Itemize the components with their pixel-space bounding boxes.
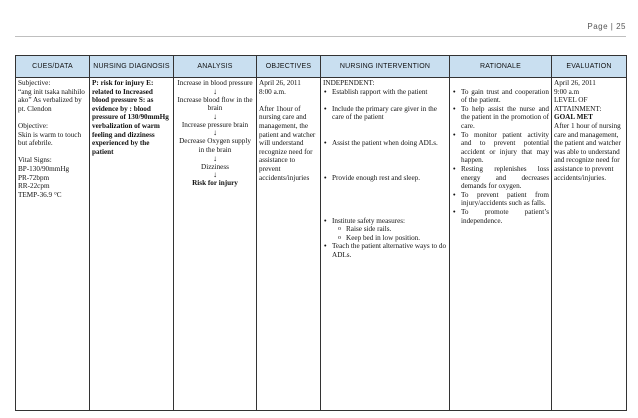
rationale-item-1: To gain trust and cooperation of the patient. — [461, 87, 549, 105]
vital-bp: BP-130/90mmHg — [18, 164, 70, 173]
column-header-cues: CUES/DATA — [16, 56, 90, 78]
list-item — [332, 139, 447, 148]
rationale-item-2: To help assist the nurse and the patient in the promotion of care. — [461, 104, 549, 130]
list-item — [461, 208, 549, 225]
list-item — [461, 191, 549, 208]
evaluation-goal: GOAL MET — [554, 113, 593, 122]
intervention-item-1: Establish rapport with the patient — [332, 87, 428, 96]
analysis-cell — [174, 78, 257, 411]
list-item — [461, 165, 549, 191]
intervention-label: INDEPENDENT: — [323, 79, 375, 87]
list-item — [461, 88, 549, 105]
diagnosis-cell — [90, 78, 174, 411]
list-item — [332, 242, 447, 259]
cues-subjective-text: “ang init tsaka nahihilo ako” As verbalized by pt. Clendon — [18, 87, 85, 113]
down-arrow-icon: ↓ — [213, 111, 217, 121]
page-number — [587, 22, 626, 31]
column-header-diagnosis: NURSING DIAGNOSIS — [90, 56, 174, 78]
intervention-cell — [321, 78, 450, 411]
rationale-item-4: Resting replenishes loss energy and decreases demands for oxygen. — [461, 164, 549, 191]
down-arrow-icon: ↓ — [213, 170, 217, 180]
list-item — [332, 105, 447, 122]
rationale-item-5: To prevent patient from injury/accidents such as falls. — [461, 190, 549, 208]
objectives-date: April 26, 2011 — [259, 79, 301, 87]
rationale-item-6: To promote patient’s independence. — [461, 207, 549, 225]
analysis-step-4: Decrease Oxygen supply in the brain — [179, 137, 251, 154]
table-row — [16, 78, 627, 411]
list-item — [346, 225, 447, 234]
objectives-time: 8:00 a.m. — [259, 87, 286, 96]
column-header-rationale: RATIONALE — [450, 56, 552, 78]
list-item — [346, 234, 447, 243]
list-item — [332, 174, 447, 183]
analysis-step-3: Increase pressure brain — [181, 120, 249, 129]
down-arrow-icon: ↓ — [213, 86, 217, 96]
cues-cell — [16, 78, 90, 411]
list-item — [461, 105, 549, 131]
objectives-cell — [257, 78, 321, 411]
vital-temp: TEMP-36.9 °C — [18, 190, 62, 199]
header-row — [16, 56, 627, 78]
vital-pr: PR-72bpm — [18, 173, 50, 182]
list-item — [332, 217, 447, 243]
vital-signs-label: Vital Signs: — [18, 156, 52, 165]
rationale-cell — [450, 78, 552, 411]
intervention-item-3: Assist the patient when doing ADLs. — [332, 139, 438, 148]
diagnosis-text: P: risk for injury E: related to Increased blood pressure S: as evidence by : blood pressure of 130/90mmHg verbalization of warm feeling and dizziness experienced by the patient — [92, 79, 169, 156]
cues-objective-label: Objective: — [18, 121, 48, 130]
analysis-step-5: Dizziness — [201, 162, 229, 171]
intervention-item-5: Institute safety measures: — [332, 216, 406, 225]
header-rule — [15, 36, 626, 37]
evaluation-date: April 26, 2011 — [554, 79, 596, 87]
analysis-step-1: Increase in blood pressure — [177, 79, 253, 87]
column-header-analysis: ANALYSIS — [174, 56, 257, 78]
evaluation-cell — [552, 78, 627, 411]
intervention-subitem-a: Raise side rails. — [346, 225, 392, 234]
nursing-care-plan-table — [15, 55, 627, 411]
evaluation-level: LEVEL OF ATTAINMENT: — [554, 96, 602, 113]
vital-rr: RR-22cpm — [18, 182, 50, 191]
down-arrow-icon: ↓ — [213, 128, 217, 138]
analysis-step-6: Risk for injury — [192, 179, 238, 188]
cues-objective-text: Skin is warm to touch but afebrile. — [18, 130, 82, 148]
cues-subjective-label: Subjective: — [18, 79, 51, 87]
list-item — [461, 131, 549, 165]
page-number-text: Page | 25 — [587, 22, 626, 31]
column-header-intervention: NURSING INTERVENTION — [321, 56, 450, 78]
objectives-text: After 1hour of nursing care and management, the patient and watcher will understand recognize need for assistance to prevent accidents/injuries — [259, 104, 316, 182]
down-arrow-icon: ↓ — [213, 153, 217, 163]
evaluation-time: 9:00 a.m — [554, 87, 580, 96]
analysis-step-2: Increase blood flow in the brain — [177, 95, 253, 113]
intervention-item-6: Teach the patient alternative ways to do ADLs. — [332, 242, 447, 259]
column-header-evaluation: EVALUATION — [552, 56, 627, 78]
evaluation-text: After 1 hour of nursing care and management, the patient and watcher was able to understand and recognize need for assistance to prevent accidents/injuries. — [554, 121, 621, 182]
intervention-item-4: Provide enough rest and sleep. — [332, 173, 421, 182]
list-item — [332, 88, 447, 97]
column-header-objectives: OBJECTIVES — [257, 56, 321, 78]
rationale-item-3: To monitor patient activity and to prevent potential accident or injury that may happen. — [461, 130, 549, 165]
intervention-item-2: Include the primary care giver in the care of the patient — [332, 104, 437, 122]
intervention-subitem-b: Keep bed in low position. — [346, 233, 421, 242]
